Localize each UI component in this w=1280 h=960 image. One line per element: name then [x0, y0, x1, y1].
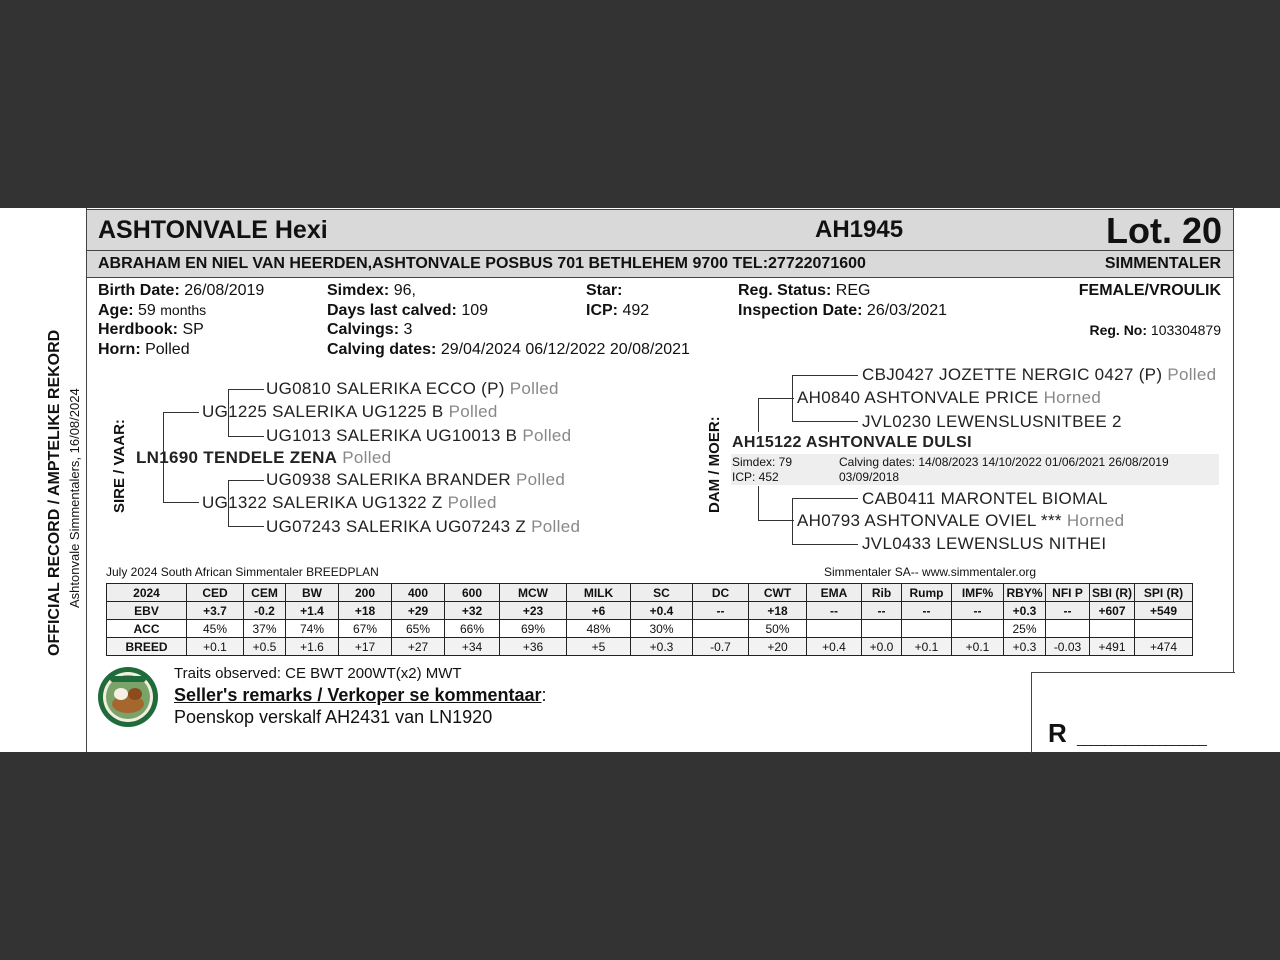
- breedplan-cell: 30%: [631, 620, 693, 638]
- breedplan-cell: [693, 620, 749, 638]
- breedplan-cell: 37%: [244, 620, 286, 638]
- dam-calving-dates: Calving dates: 14/08/2023 14/10/2022 01/06/2021 26/08/2019: [839, 455, 1169, 469]
- breedplan-cell: --: [902, 602, 952, 620]
- price-prefix: R: [1048, 718, 1067, 748]
- card-right-border: [1233, 208, 1234, 672]
- dam-calving-dates-2: 03/09/2018: [839, 470, 900, 484]
- breedplan-cell: +32: [445, 602, 500, 620]
- breedplan-cell: --: [807, 602, 862, 620]
- sire-sire: UG1225 SALERIKA UG1225 B Polled: [202, 402, 498, 421]
- breedplan-cell: -0.03: [1046, 638, 1090, 656]
- breedplan-cell: --: [952, 602, 1004, 620]
- breedplan-cell: +0.4: [807, 638, 862, 656]
- breedplan-header-cell: CED: [187, 584, 244, 602]
- dam-icp: ICP: 452: [732, 470, 779, 484]
- breedplan-header-cell: Rump: [902, 584, 952, 602]
- breedplan-cell: 45%: [187, 620, 244, 638]
- breedplan-cell: [952, 620, 1004, 638]
- breedplan-cell: 69%: [500, 620, 567, 638]
- breedplan-header-cell: 400: [392, 584, 445, 602]
- breedplan-header-cell: SPI (R): [1135, 584, 1193, 602]
- breedplan-cell: +34: [445, 638, 500, 656]
- breedplan-header-cell: EMA: [807, 584, 862, 602]
- reg-status: Reg. Status: REG: [738, 282, 871, 299]
- simmentaler-society-logo-icon: [97, 666, 159, 728]
- breedplan-website: Simmentaler SA-- www.simmentaler.org: [824, 565, 1037, 579]
- breedplan-cell: +0.1: [952, 638, 1004, 656]
- birth-date: Birth Date: 26/08/2019: [98, 282, 265, 299]
- breedplan-cell: --: [862, 602, 902, 620]
- breed-name: SIMMENTALER: [1104, 255, 1221, 272]
- sex: FEMALE/VROULIK: [1078, 282, 1221, 299]
- seller-remarks-heading: Seller's remarks / Verkoper se kommentaar:: [174, 685, 547, 705]
- horn-status: Horn: Polled: [98, 341, 190, 358]
- dam-label: DAM / MOER:: [706, 416, 723, 513]
- sire-sire-sire: UG0810 SALERIKA ECCO (P) Polled: [266, 379, 559, 398]
- dam-name: AH15122 ASHTONVALE DULSI: [732, 434, 972, 451]
- breedplan-table: [106, 583, 1193, 656]
- breedplan-cell: +474: [1135, 638, 1193, 656]
- breedplan-header-cell: 600: [445, 584, 500, 602]
- breedplan-cell: --: [693, 602, 749, 620]
- breedplan-cell: [807, 620, 862, 638]
- dam-dam-dam: JVL0433 LEWENSLUS NITHEI: [862, 534, 1107, 553]
- age: Age: 59 months: [98, 302, 207, 319]
- breedplan-header-cell: CEM: [244, 584, 286, 602]
- breedplan-header-cell: BW: [286, 584, 339, 602]
- breedplan-cell: +1.6: [286, 638, 339, 656]
- price-blank[interactable]: ___________________: [1077, 730, 1206, 746]
- sire-dam-sire: UG0938 SALERIKA BRANDER Polled: [266, 470, 566, 489]
- breedplan-cell: 67%: [339, 620, 392, 638]
- breedplan-header-cell: 2024: [107, 584, 187, 602]
- reg-code: AH1945: [815, 216, 904, 243]
- breedplan-cell: 50%: [749, 620, 807, 638]
- breedplan-header-cell: CWT: [749, 584, 807, 602]
- dam-sire: AH0840 ASHTONVALE PRICE Horned: [797, 388, 1102, 407]
- breedplan-cell: +3.7: [187, 602, 244, 620]
- sire-name: LN1690 TENDELE ZENA Polled: [136, 448, 392, 467]
- inspection-date: Inspection Date: 26/03/2021: [738, 302, 947, 319]
- lot-number: Lot. 20: [1105, 210, 1222, 251]
- herdbook: Herdbook: SP: [98, 321, 204, 338]
- breedplan-cell: +23: [500, 602, 567, 620]
- breedplan-cell: 66%: [445, 620, 500, 638]
- breedplan-cell: +491: [1090, 638, 1135, 656]
- calvings: Calvings: 3: [327, 321, 413, 338]
- breedplan-header-cell: MCW: [500, 584, 567, 602]
- breedplan-cell: +18: [339, 602, 392, 620]
- icp: ICP: 492: [586, 302, 650, 319]
- card-left-border: [86, 208, 87, 752]
- breedplan-header-cell: IMF%: [952, 584, 1004, 602]
- breedplan-cell: [1046, 620, 1090, 638]
- breedplan-cell: [1135, 620, 1193, 638]
- dam-dam: AH0793 ASHTONVALE OVIEL *** Horned: [797, 511, 1125, 530]
- breedplan-cell: [902, 620, 952, 638]
- official-record-label: OFFICIAL RECORD / AMPTELIKE REKORD: [46, 329, 63, 656]
- breedplan-cell: +18: [749, 602, 807, 620]
- breedplan-row-ebv: [107, 602, 1193, 620]
- breedplan-header-cell: SBI (R): [1090, 584, 1135, 602]
- dam-dam-sire: CAB0411 MARONTEL BIOMAL: [862, 489, 1108, 508]
- breedplan-cell: +5: [567, 638, 631, 656]
- breedplan-cell: -0.2: [244, 602, 286, 620]
- breedplan-cell: +0.1: [902, 638, 952, 656]
- breedplan-cell: +0.1: [187, 638, 244, 656]
- breedplan-cell: +6: [567, 602, 631, 620]
- breedplan-header-cell: NFI P: [1046, 584, 1090, 602]
- traits-observed: Traits observed: CE BWT 200WT(x2) MWT: [174, 665, 462, 682]
- animal-name: ASHTONVALE Hexi: [98, 216, 328, 244]
- breedplan-cell: +0.3: [631, 638, 693, 656]
- dam-sire-sire: CBJ0427 JOZETTE NERGIC 0427 (P) Polled: [862, 365, 1217, 384]
- simdex: Simdex: 96,: [327, 282, 416, 299]
- breedplan-cell: [862, 620, 902, 638]
- seller-remarks: Poenskop verskalf AH2431 van LN1920: [174, 707, 493, 727]
- breedplan-cell: ACC: [107, 620, 187, 638]
- breedplan-header-cell: MILK: [567, 584, 631, 602]
- sire-dam: UG1322 SALERIKA UG1322 Z Polled: [202, 493, 497, 512]
- breedplan-cell: +0.3: [1004, 602, 1046, 620]
- breedplan-cell: 48%: [567, 620, 631, 638]
- breedplan-header-cell: Rib: [862, 584, 902, 602]
- breedplan-cell: BREED: [107, 638, 187, 656]
- breedplan-cell: --: [1046, 602, 1090, 620]
- days-last-calved: Days last calved: 109: [327, 302, 489, 319]
- breedplan-cell: 25%: [1004, 620, 1046, 638]
- breedplan-cell: +20: [749, 638, 807, 656]
- breedplan-cell: 74%: [286, 620, 339, 638]
- breedplan-cell: +0.4: [631, 602, 693, 620]
- star: Star:: [586, 282, 623, 299]
- sire-sire-dam: UG1013 SALERIKA UG10013 B Polled: [266, 426, 572, 445]
- breedplan-caption: July 2024 South African Simmentaler BREEDPLAN: [106, 565, 379, 579]
- breedplan-cell: +36: [500, 638, 567, 656]
- breedplan-cell: +1.4: [286, 602, 339, 620]
- breedplan-cell: +0.0: [862, 638, 902, 656]
- source-label: Ashtonvale Simmentalers, 16/08/2024: [67, 388, 82, 608]
- sire-label: SIRE / VAAR:: [111, 419, 128, 513]
- breedplan-row-acc: [107, 620, 1193, 638]
- breedplan-cell: +0.5: [244, 638, 286, 656]
- breedplan-cell: +27: [392, 638, 445, 656]
- dam-simdex: Simdex: 79: [732, 455, 793, 469]
- lot-card-page: [0, 208, 1280, 752]
- breedplan-cell: +549: [1135, 602, 1193, 620]
- owner-line: ABRAHAM EN NIEL VAN HEERDEN,ASHTONVALE POSBUS 701 BETHLEHEM 9700 TEL:27722071600: [98, 255, 866, 272]
- breedplan-header-row: [107, 584, 1193, 602]
- breedplan-cell: -0.7: [693, 638, 749, 656]
- reg-number: Reg. No: 103304879: [1089, 322, 1221, 338]
- breedplan-header-cell: RBY%: [1004, 584, 1046, 602]
- sire-dam-dam: UG07243 SALERIKA UG07243 Z Polled: [266, 517, 581, 536]
- breedplan-cell: +29: [392, 602, 445, 620]
- breedplan-header-cell: SC: [631, 584, 693, 602]
- breedplan-cell: [1090, 620, 1135, 638]
- dam-sire-dam: JVL0230 LEWENSLUSNITBEE 2: [862, 412, 1122, 431]
- breedplan-cell: 65%: [392, 620, 445, 638]
- breedplan-header-cell: DC: [693, 584, 749, 602]
- breedplan-cell: EBV: [107, 602, 187, 620]
- calving-dates: Calving dates: 29/04/2024 06/12/2022 20/08/2021: [327, 341, 690, 358]
- breedplan-row-breed: [107, 638, 1193, 656]
- breedplan-cell: +0.3: [1004, 638, 1046, 656]
- breedplan-cell: +17: [339, 638, 392, 656]
- breedplan-cell: +607: [1090, 602, 1135, 620]
- breedplan-header-cell: 200: [339, 584, 392, 602]
